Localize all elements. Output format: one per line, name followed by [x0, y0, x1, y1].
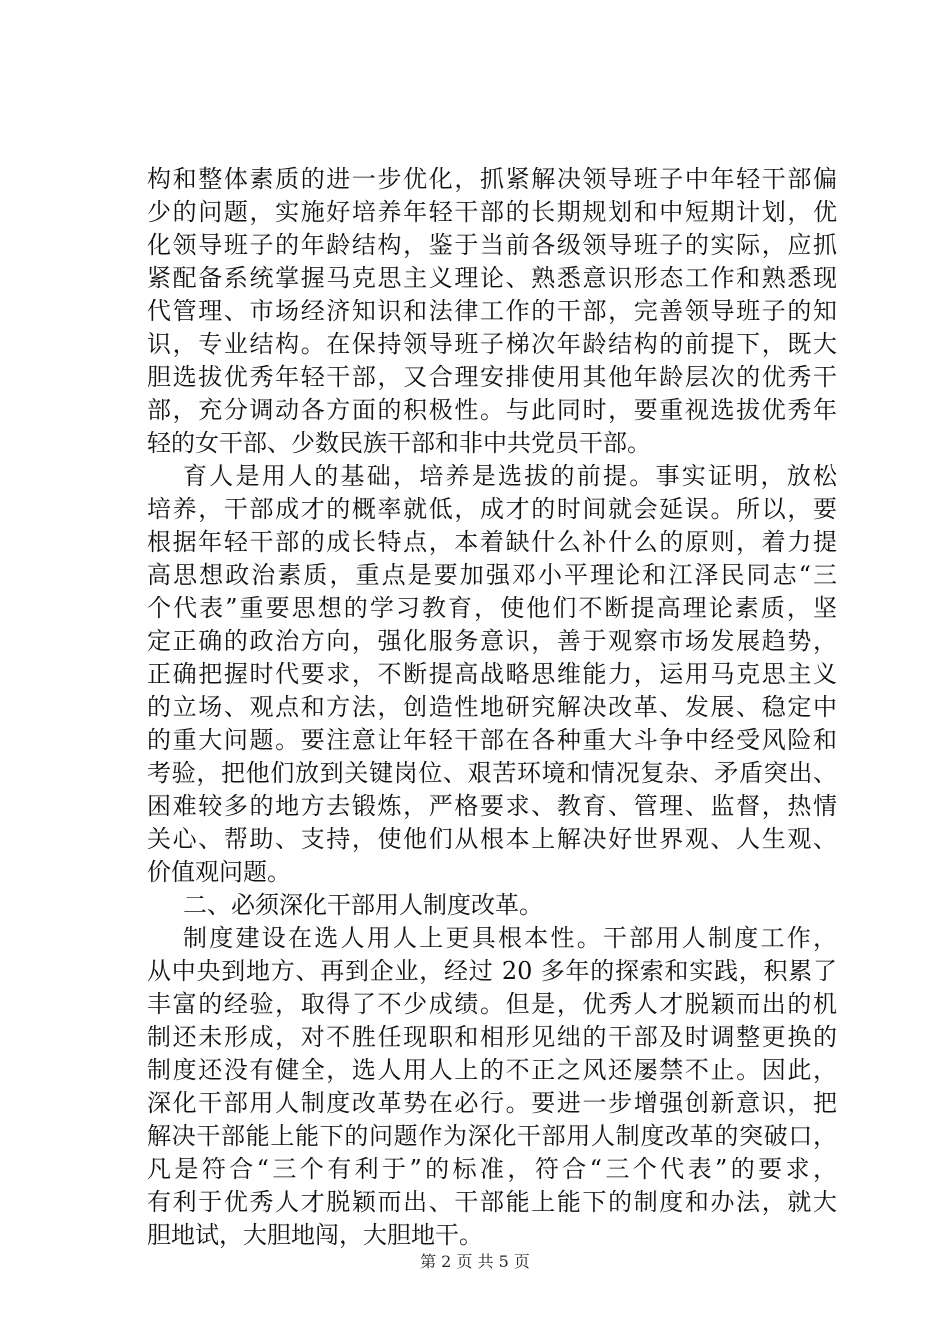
- text-line: 高思想政治素质，重点是要加强邓小平理论和江泽民同志“三: [147, 561, 837, 589]
- text-line: 制还未形成，对不胜任现职和相形见绌的干部及时调整更换的: [147, 1023, 837, 1051]
- text-line: 凡是符合“三个有利于”的标准，符合“三个代表”的要求，: [147, 1155, 837, 1183]
- text-line: 二、必须深化干部用人制度改革。: [183, 891, 543, 919]
- text-line: 少的问题，实施好培养年轻干部的长期规划和中短期计划，优: [147, 198, 837, 226]
- text-line: 胆选拔优秀年轻干部，又合理安排使用其他年龄层次的优秀干: [147, 363, 837, 391]
- text-line: 困难较多的地方去锻炼，严格要求、教育、管理、监督，热情: [147, 792, 837, 820]
- text-line: 胆地试，大胆地闯，大胆地干。: [147, 1221, 483, 1249]
- text-line: 构和整体素质的进一步优化，抓紧解决领导班子中年轻干部偏: [147, 165, 837, 193]
- text-line: 部，充分调动各方面的积极性。与此同时，要重视选拔优秀年: [147, 396, 837, 424]
- text-line: 根据年轻干部的成长特点，本着缺什么补什么的原则，着力提: [147, 528, 837, 556]
- text-line: 从中央到地方、再到企业，经过 20 多年的探索和实践，积累了: [147, 957, 837, 985]
- text-line: 育人是用人的基础，培养是选拔的前提。事实证明，放松: [183, 462, 837, 490]
- text-line: 化领导班子的年龄结构，鉴于当前各级领导班子的实际，应抓: [147, 231, 837, 259]
- text-line: 个代表”重要思想的学习教育，使他们不断提高理论素质，坚: [147, 594, 837, 622]
- text-line: 关心、帮助、支持，使他们从根本上解决好世界观、人生观、: [147, 825, 837, 853]
- text-line: 代管理、市场经济知识和法律工作的干部，完善领导班子的知: [147, 297, 837, 325]
- text-line: 正确把握时代要求，不断提高战略思维能力，运用马克思主义: [147, 660, 837, 688]
- body-text: [147, 163, 837, 1252]
- text-line: 价值观问题。: [147, 858, 291, 886]
- text-line: 制度还没有健全，选人用人上的不正之风还屡禁不止。因此，: [147, 1056, 837, 1084]
- text-line: 定正确的政治方向，强化服务意识，善于观察市场发展趋势，: [147, 627, 837, 655]
- page-footer: 第 2 页 共 5 页: [420, 1252, 530, 1271]
- text-line: 有利于优秀人才脱颖而出、干部能上能下的制度和办法，就大: [147, 1188, 837, 1216]
- text-line: 制度建设在选人用人上更具根本性。干部用人制度工作，: [183, 924, 837, 952]
- text-line: 丰富的经验，取得了不少成绩。但是，优秀人才脱颖而出的机: [147, 990, 837, 1018]
- text-line: 考验，把他们放到关键岗位、艰苦环境和情况复杂、矛盾突出、: [147, 759, 837, 787]
- text-line: 识，专业结构。在保持领导班子梯次年龄结构的前提下，既大: [147, 330, 837, 358]
- text-line: 紧配备系统掌握马克思主义理论、熟悉意识形态工作和熟悉现: [147, 264, 837, 292]
- text-line: 轻的女干部、少数民族干部和非中共党员干部。: [147, 429, 651, 457]
- text-line: 深化干部用人制度改革势在必行。要进一步增强创新意识，把: [147, 1089, 837, 1117]
- text-line: 的重大问题。要注意让年轻干部在各种重大斗争中经受风险和: [147, 726, 837, 754]
- text-line: 的立场、观点和方法，创造性地研究解决改革、发展、稳定中: [147, 693, 837, 721]
- text-line: 培养，干部成才的概率就低，成才的时间就会延误。所以，要: [147, 495, 837, 523]
- text-line: 解决干部能上能下的问题作为深化干部用人制度改革的突破口，: [147, 1122, 837, 1150]
